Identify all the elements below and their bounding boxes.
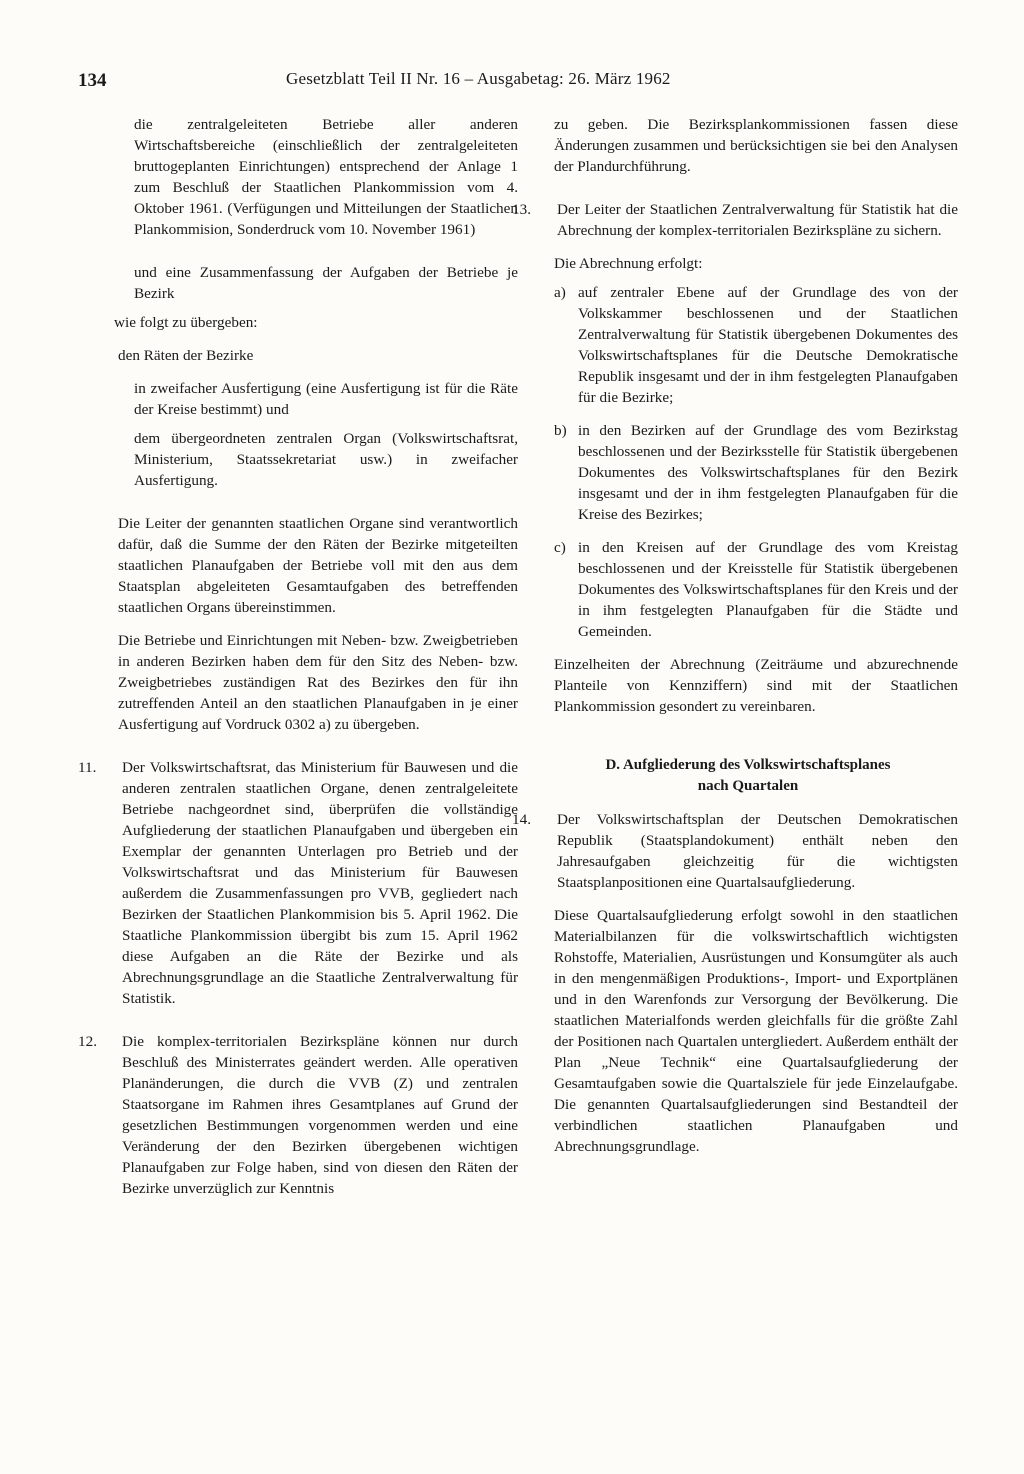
paragraph: den Räten der Bezirke (118, 347, 254, 364)
list-item-11 (78, 757, 518, 1009)
item-number: 14. (512, 811, 531, 828)
item-text: Der Leiter der Staatlichen Zentralverwaltung für Statistik hat die Abrechnung der komplex-territorialen Bezirkspläne zu sichern. (556, 201, 958, 239)
paragraph: Diese Quartalsaufgliederung erfolgt sowohl in den staatlichen Materialbilanzen für die volkswirtschaftlich wichtigsten Rohstoffe, Materialien, Ausrüstungen und Konsumgüter als auch in den mengenmäßigen Produktions-, Import- und Exportplänen und in den Warenfonds zur Versorgung der Bevölkerung. Die staatlichen Materialfonds werden gleichfalls für die größte Zahl der Positionen nach Quartalen untergliedert. Außerdem enthält der Plan „Neue Technik“ eine Quartalsaufgliederung der Gesamtaufgaben sowie die Quartalsziele für jede Einzelaufgabe. Die genannten Quartalsaufgliederungen sind Bestandteil der verbindlichen staatlichen Planaufgaben und Abrechnungsgrundlage. (554, 907, 958, 1155)
item-text: Der Volkswirtschaftsplan der Deutschen Demokratischen Republik (Staatsplandokument) enthält neben den Jahresaufgaben gleichzeitig für die wichtigsten Staatsplanpositionen eine Quartalsaufgliederung. (556, 811, 958, 891)
sub-item-letter: c) (554, 539, 566, 556)
list-item-12 (78, 1031, 518, 1199)
paragraph: Die Betriebe und Einrichtungen mit Neben- bzw. Zweigbetrieben in anderen Bezirken haben dem für den Sitz des Neben- bzw. Zweigbetriebes zuständigen Rat des Bezirkes den für ihn zutreffenden Anteil an den staatlichen Planaufgaben in je einer Ausfertigung auf Vordruck 0302 a) zu übergeben. (118, 632, 518, 733)
sub-item-text: in den Bezirken auf der Grundlage des vom Bezirkstag beschlossenen und der Bezirksstelle für Statistik übergebenen Dokumentes des Volkswirtschaftsplanes für den Bezirk insgesamt und der in ihm festgelegten Planaufgaben für die Kreise des Bezirkes; (578, 422, 958, 523)
item-text: Der Volkswirtschaftsrat, das Ministerium für Bauwesen und die anderen zentralen staatlichen Organe, denen zentralgeleitete Betriebe nachgeordnet sind, überprüfen die vollständige Aufgliederung der staatlichen Planaufgaben und übergeben ein Exemplar der genannten Unterlagen pro Betrieb und der Volkswirtschaftsrat und das Ministerium für Bauwesen außerdem die Zusammenfassungen pro VVB, gegliedert nach Bezirken der Staatlichen Plankommision bis 5. April 1962. Die Staatliche Plankommission übergibt bis zum 15. April 1962 diese Aufgaben an die Räte der Bezirke und als Abrechnungsgrundlage an die Staatliche Zentralverwaltung für Statistik. (122, 759, 518, 1007)
running-head: Gesetzblatt Teil II Nr. 16 – Ausgabetag: 26. März 1962 (286, 69, 671, 88)
sub-item-letter: b) (554, 422, 567, 439)
item-number: 11. (78, 759, 97, 776)
heading-line: D. Aufgliederung des Volkswirtschaftsplanes (605, 757, 891, 773)
paragraph: und eine Zusammenfassung der Aufgaben der Betriebe je Bezirk (134, 264, 518, 302)
page-number: 134 (78, 70, 107, 91)
sub-item-letter: a) (554, 284, 566, 301)
sub-item-c (538, 537, 958, 642)
sub-item-text: auf zentraler Ebene auf der Grundlage des von der Volkskammer beschlossenen und der Staatlichen Zentralverwaltung für Statistik übergebenen Dokumentes des Volkswirtschaftsplanes für die Deutsche Demokratische Republik insgesamt und der in ihm festgelegten Planaufgaben für die Bezirke; (578, 284, 958, 406)
sub-item-b (538, 420, 958, 525)
paragraph: zu geben. Die Bezirksplankommissionen fassen diese Änderungen zusammen und berücksichtigen sie bei den Analysen der Plandurchführung. (554, 116, 958, 175)
sub-item-text: in den Kreisen auf der Grundlage des vom Kreistag beschlossenen und der Kreisstelle für Statistik übergebenen Dokumentes des Volkswirtschaftsplanes für den Kreis und der in ihm festgelegten Planaufgaben für die Städte und Gemeinden. (578, 539, 958, 640)
heading-line: nach Quartalen (697, 778, 799, 794)
list-item-14 (512, 809, 958, 893)
paragraph: wie folgt zu übergeben: (114, 314, 258, 331)
paragraph: die zentralgeleiteten Betriebe aller anderen Wirtschaftsbereiche (einschließlich der zentralgeleiteten bruttogeplanten Einrichtungen) entsprechend der Anlage 1 zum Beschluß der Staatlichen Plankommission vom 4. Oktober 1961. (Verfügungen und Mitteilungen der Staatlichen Plankommision, Sonderdruck vom 10. November 1961) (134, 116, 518, 238)
paragraph: Die Leiter der genannten staatlichen Organe sind verantwortlich dafür, daß die Summe der den Räten der Bezirke mitgeteilten staatlichen Planaufgaben der Betriebe voll mit den aus dem Staatsplan abgeleiteten Gesamtaufgaben des betreffenden staatlichen Organs übereinstimmen. (118, 515, 518, 616)
item-number: 13. (512, 201, 531, 218)
item-number: 12. (78, 1033, 97, 1050)
right-column (512, 114, 958, 1157)
paragraph: in zweifacher Ausfertigung (eine Ausfertigung ist für die Räte der Kreise bestimmt) und (134, 380, 518, 418)
paragraph: Einzelheiten der Abrechnung (Zeiträume und abzurechnende Planteile von Kennziffern) sind mit der Staatlichen Plankommission gesondert zu vereinbaren. (554, 656, 958, 715)
left-column (78, 114, 518, 1199)
sub-item-a (538, 282, 958, 408)
item-text: Die komplex-territorialen Bezirkspläne können nur durch Beschluß des Ministerrates geändert werden. Alle operativen Planänderungen, die durch die VVB (Z) und zentralen Staatsorgane im Rahmen ihres Gesamtplanes auf Grund der gesetzlichen Bestimmungen vorgenommen werden und eine Veränderung der den Bezirken übergebenen wichtigen Planaufgaben zur Folge haben, sind von diesen den Räten der Bezirke unverzüglich zur Kenntnis (122, 1033, 518, 1197)
list-item-13 (512, 199, 958, 241)
section-heading (538, 755, 958, 797)
paragraph: dem übergeordneten zentralen Organ (Volkswirtschaftsrat, Ministerium, Staatssekretariat usw.) in zweifacher Ausfertigung. (134, 430, 518, 489)
paragraph: Die Abrechnung erfolgt: (554, 255, 703, 272)
